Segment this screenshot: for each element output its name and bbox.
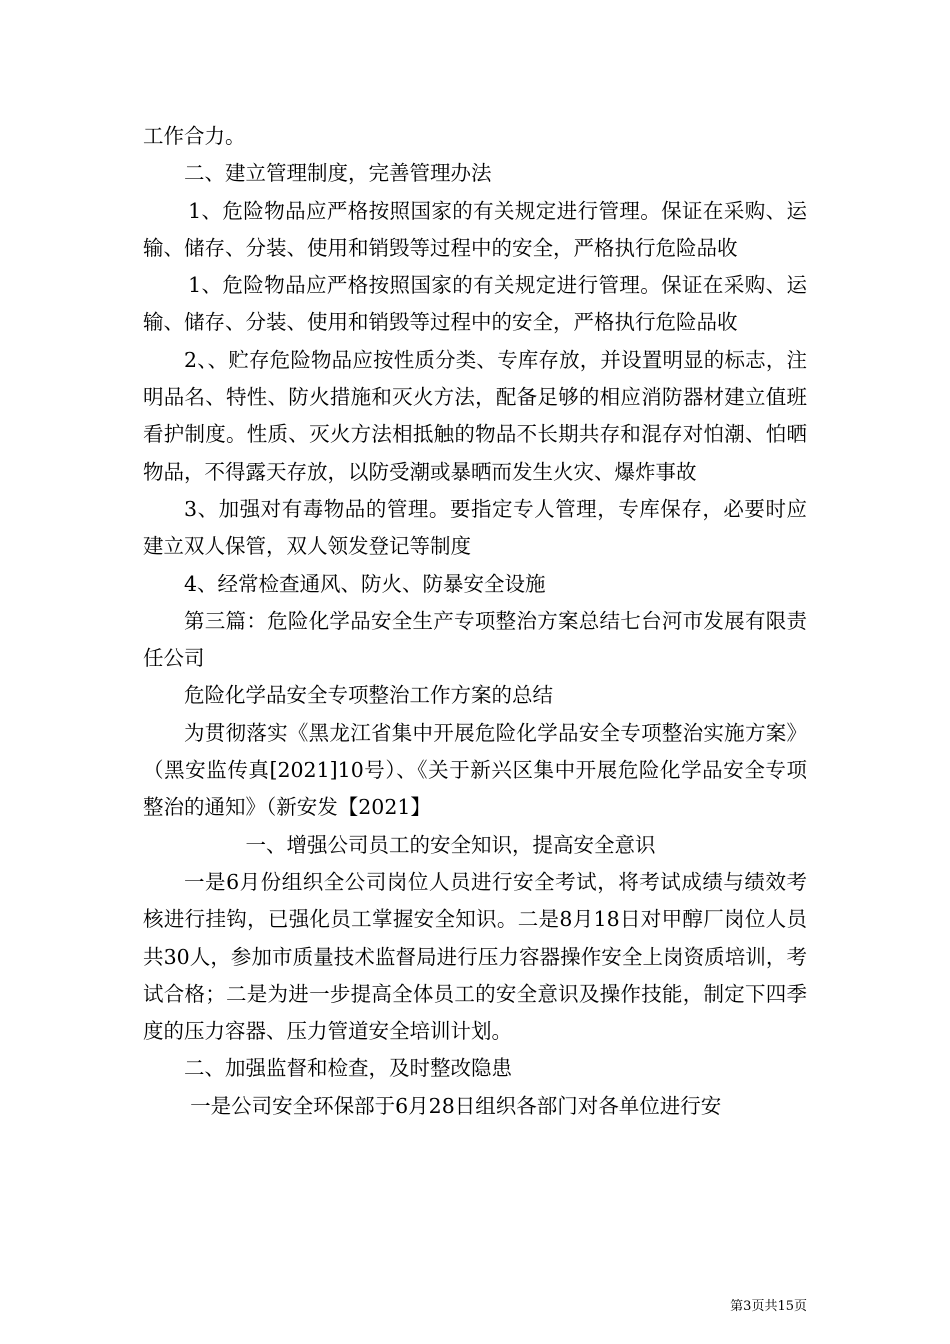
chapter-three-title: 第三篇：危险化学品安全生产专项整治方案总结七台河市发展有限责任公司: [143, 608, 807, 671]
section-heading-supervision: 二、加强监督和检查，及时整改隐患: [184, 1056, 512, 1081]
summary-title: 危险化学品安全专项整治工作方案的总结: [184, 683, 553, 708]
section-heading-safety-knowledge: 一、增强公司员工的安全知识，提高安全意识: [245, 832, 656, 857]
paragraph-item-1: 1、危险物品应严格按照国家的有关规定进行管理。保证在采购、运输、储存、分装、使用和销毁等过程中的安全，严格执行危险品收: [143, 198, 807, 260]
paragraph-implementation: 为贯彻落实《黑龙江省集中开展危险化学品安全专项整治实施方案》（黑安监传真[2021]10号）、《关于新兴区集中开展危险化学品安全专项整治的通知》（新安发【2021】: [143, 720, 807, 820]
paragraph-item-1-duplicate: 1、危险物品应严格按照国家的有关规定进行管理。保证在采购、运输、储存、分装、使用和销毁等过程中的安全，严格执行危险品收: [143, 273, 807, 335]
paragraph-item-2: 2、、贮存危险物品应按性质分类、专库存放，并设置明显的标志，注明品名、特性、防火措施和灭火方法，配备足够的相应消防器材建立值班看护制度。性质、灭火方法相抵触的物品不长期共存和混存对怕潮、怕晒物品，不得露天存放，以防受潮或暴晒而发生火灾、爆炸事故: [143, 347, 807, 484]
section-heading-management-system: 二、建立管理制度，完善管理办法: [184, 161, 492, 186]
page-number-footer: 第3页共15页: [730, 1299, 807, 1314]
paragraph-item-4: 4、经常检查通风、防火、防暴安全设施: [184, 571, 546, 596]
paragraph-continuation: 工作合力。: [143, 124, 246, 148]
paragraph-item-3: 3、加强对有毒物品的管理。要指定专人管理，专库保存，必要时应建立双人保管，双人领发登记等制度: [143, 496, 807, 559]
document-body: [143, 118, 807, 1125]
paragraph-inspection: 一是公司安全环保部于6月28日组织各部门对各单位进行安: [190, 1093, 722, 1118]
paragraph-safety-training: 一是6月份组织全公司岗位人员进行安全考试，将考试成绩与绩效考核进行挂钩，已强化员工掌握安全知识。二是8月18日对甲醇厂岗位人员共30人，参加市质量技术监督局进行压力容器操作安全上岗资质培训，考试合格；二是为进一步提高全体员工的安全意识及操作技能，制定下四季度的压力容器、压力管道安全培训计划。: [143, 869, 807, 1044]
